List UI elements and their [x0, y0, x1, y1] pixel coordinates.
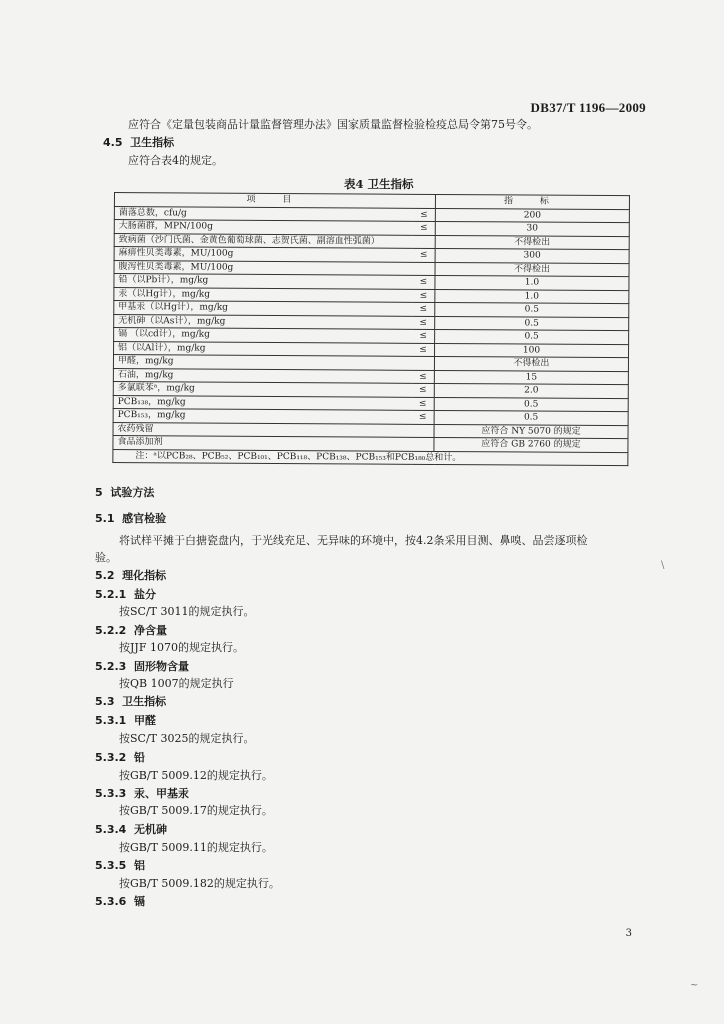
row-value: 不得检出 — [434, 356, 628, 371]
section-title: 铅 — [134, 751, 145, 764]
row-comparator: ≤ — [413, 248, 436, 262]
section-title: 感官检验 — [122, 512, 167, 525]
row-item: 铅（以Pb计），mg/kg — [114, 274, 413, 289]
scan-mark: \ — [661, 560, 665, 571]
section-title: 固形物含量 — [134, 660, 189, 673]
section-number: 5.1 — [95, 512, 115, 525]
row-comparator: ≤ — [412, 383, 435, 397]
section-number: 5.3.6 — [95, 895, 127, 908]
section-heading — [95, 588, 156, 602]
section-title: 卫生指标 — [130, 136, 175, 149]
section-body: 按QB 1007的规定执行 — [119, 677, 234, 690]
row-item: 多氯联苯ᵃ，mg/kg — [113, 381, 412, 396]
section-number: 5 — [95, 486, 103, 499]
row-comparator — [411, 437, 434, 451]
section-number: 5.3.5 — [95, 859, 127, 872]
row-comparator: ≤ — [412, 316, 435, 330]
row-value: 应符合 GB 2760 的规定 — [434, 437, 628, 452]
row-value: 1.0 — [435, 289, 629, 304]
section-title: 卫生指标 — [122, 695, 167, 708]
row-item: 甲醛，mg/kg — [113, 355, 412, 370]
section-heading — [95, 787, 189, 801]
scan-mark: ~ — [690, 980, 699, 991]
section-4-5-body: 应符合表4的规定。 — [128, 154, 223, 167]
document-code: DB37/T 1196—2009 — [530, 100, 646, 115]
row-value: 200 — [435, 208, 629, 223]
section-heading — [95, 695, 166, 709]
row-value: 300 — [435, 248, 629, 263]
row-comparator: ≤ — [412, 410, 435, 424]
row-value: 0.5 — [435, 329, 629, 344]
section-body: 按GB/T 5009.182的规定执行。 — [119, 877, 280, 890]
section-number: 5.3.4 — [95, 823, 127, 836]
row-comparator: ≤ — [413, 208, 436, 222]
table-body — [113, 206, 629, 452]
row-comparator: ≤ — [413, 221, 436, 235]
section-body: 按JJF 1070的规定执行。 — [119, 641, 244, 654]
row-value: 1.0 — [435, 275, 629, 290]
col-header-item: 项 目 — [114, 193, 435, 208]
section-body: 按GB/T 5009.11的规定执行。 — [119, 841, 273, 854]
section-heading — [95, 569, 166, 583]
section-number: 5.3.2 — [95, 751, 127, 764]
row-item: 大肠菌群，MPN/100g — [114, 220, 413, 235]
section-body: 按GB/T 5009.12的规定执行。 — [119, 769, 273, 782]
row-value: 不得检出 — [435, 235, 629, 250]
col-header-value: 指 标 — [435, 194, 629, 209]
section-body: 按SC/T 3011的规定执行。 — [119, 605, 255, 618]
row-value: 2.0 — [434, 383, 628, 398]
section-title: 净含量 — [134, 624, 167, 637]
row-value: 0.5 — [434, 397, 628, 412]
section-title: 甲醛 — [134, 714, 156, 727]
section-number: 5.2.2 — [95, 624, 127, 637]
row-comparator: ≤ — [412, 302, 435, 316]
row-comparator — [413, 235, 436, 249]
section-heading — [95, 512, 166, 526]
table-title: 表4 卫生指标 — [344, 177, 414, 191]
section-heading — [95, 714, 156, 728]
section-title: 盐分 — [134, 588, 156, 601]
table-note-row — [113, 449, 628, 466]
section-heading — [95, 660, 189, 674]
row-comparator: ≤ — [412, 329, 435, 343]
intro-text: 应符合《定量包装商品计量监督管理办法》国家质量监督检验检疫总局令第75号令。 — [128, 118, 538, 131]
section-body: 按GB/T 5009.17的规定执行。 — [119, 804, 273, 817]
row-item: 铝（以Al计），mg/kg — [114, 341, 413, 356]
table-note: 注：ᵃ以PCB₂₈、PCB₅₂、PCB₁₀₁、PCB₁₁₈、PCB₁₃₈、PCB₁₅₃和PCB₁₈₀总和计。 — [113, 449, 628, 466]
section-title: 理化指标 — [122, 569, 167, 582]
row-value: 不得检出 — [435, 262, 629, 277]
section-body: 按SC/T 3025的规定执行。 — [119, 732, 255, 745]
section-body: 验。 — [95, 551, 117, 564]
section-number: 5.3.3 — [95, 787, 127, 800]
row-value: 0.5 — [434, 410, 628, 425]
row-item: 麻痹性贝类毒素，MU/100g — [114, 247, 413, 262]
section-number: 5.3 — [95, 695, 115, 708]
row-comparator: ≤ — [412, 289, 435, 303]
section-number: 5.3.1 — [95, 714, 127, 727]
section-heading — [95, 859, 145, 873]
section-heading — [95, 751, 145, 765]
section-number: 4.5 — [103, 136, 123, 149]
row-item: 石油，mg/kg — [113, 368, 412, 383]
row-value: 30 — [435, 221, 629, 236]
page-number: 3 — [625, 928, 632, 939]
row-comparator — [412, 424, 435, 438]
row-item: 菌落总数，cfu/g — [114, 206, 413, 221]
section-title: 镉 — [134, 895, 145, 908]
row-item: 食品添加剂 — [113, 435, 412, 450]
row-item: PCB₁₅₃，mg/kg — [113, 408, 412, 423]
row-item: 腹泻性贝类毒素，MU/100g — [114, 260, 413, 275]
row-comparator: ≤ — [412, 275, 435, 289]
row-item: 致病菌（沙门氏菌、金黄色葡萄球菌、志贺氏菌、副溶血性弧菌） — [114, 233, 413, 248]
row-item: PCB₁₃₈，mg/kg — [113, 395, 412, 410]
row-comparator: ≤ — [412, 343, 435, 357]
row-item: 甲基汞（以Hg计），mg/kg — [114, 301, 413, 316]
row-value: 0.5 — [435, 302, 629, 317]
row-value: 15 — [434, 370, 628, 385]
row-value: 100 — [435, 343, 629, 358]
section-title: 铝 — [134, 859, 145, 872]
row-item: 农药残留 — [113, 422, 412, 437]
section-body: 将试样平摊于白搪瓷盘内，于光线充足、无异味的环境中，按4.2条采用目测、鼻嗅、品尝逐项检 — [119, 534, 588, 547]
row-item: 镉 （以cd计），mg/kg — [114, 328, 413, 343]
section-heading — [95, 486, 154, 500]
row-comparator — [412, 262, 435, 276]
section-number: 5.2.3 — [95, 660, 127, 673]
row-item: 无机砷（以As计），mg/kg — [114, 314, 413, 329]
row-item: 汞（以Hg计），mg/kg — [114, 287, 413, 302]
section-title: 无机砷 — [134, 823, 167, 836]
section-heading — [95, 624, 167, 638]
section-number: 5.2 — [95, 569, 115, 582]
section-heading — [95, 823, 167, 837]
row-comparator — [412, 356, 435, 370]
row-value: 应符合 NY 5070 的规定 — [434, 424, 628, 439]
row-comparator: ≤ — [412, 397, 435, 411]
section-title: 试验方法 — [110, 486, 155, 499]
section-title: 汞、甲基汞 — [134, 787, 189, 800]
section-heading — [95, 895, 145, 909]
row-comparator: ≤ — [412, 370, 435, 384]
row-value: 0.5 — [435, 316, 629, 331]
hygiene-spec-table — [112, 192, 630, 466]
section-4-5-heading — [103, 136, 174, 150]
section-number: 5.2.1 — [95, 588, 127, 601]
